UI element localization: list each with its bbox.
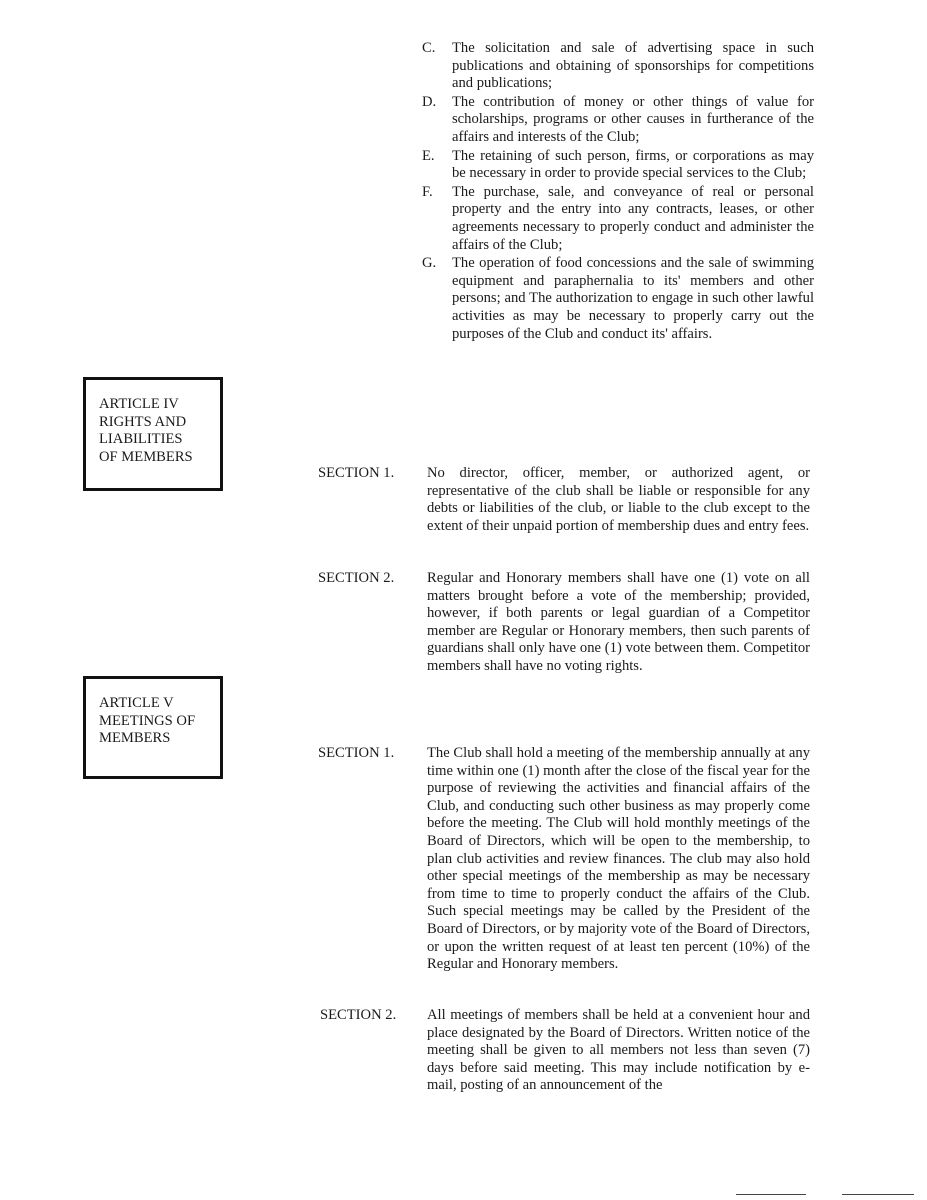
article-iv-heading-line: LIABILITIES <box>99 431 183 448</box>
section-label: SECTION 1. <box>318 745 395 761</box>
list-item-text: The contribution of money or other things of value for scholarships, programs or other causes in furtherance of the affairs and interests of the Club; <box>452 93 814 145</box>
list-item <box>422 255 814 343</box>
footer-rule <box>736 1194 806 1195</box>
section-label: SECTION 2. <box>320 1007 397 1023</box>
article-iv-heading-line: ARTICLE IV <box>99 396 179 412</box>
list-item-label: D. <box>422 93 437 110</box>
article-iv-heading-box <box>83 377 223 491</box>
list-item <box>422 184 814 254</box>
section-label: SECTION 2. <box>318 570 395 586</box>
list-item <box>422 148 814 183</box>
section-text: Regular and Honorary members shall have one (1) vote on all matters brought before a vote of the membership; provided, however, if both parents or legal guardian of a Competitor member are Regular or Honorary members, then such parents of guardians shall only have one (1) vote between them. Competitor members shall have no voting rights. <box>427 570 810 674</box>
article-v-heading-box <box>83 676 223 779</box>
section-text: All meetings of members shall be held at a convenient hour and place designated by the Board of Directors. Written notice of the meeting shall be given to all members not less than seven (7) days before said meeting. This may include notification by e-mail, posting of an announcement of the <box>427 1007 810 1094</box>
list-item-label: C. <box>422 40 436 56</box>
section-label: SECTION 1. <box>318 465 395 481</box>
article-iv-heading-line: RIGHTS AND <box>99 413 187 430</box>
list-item-text: The purchase, sale, and conveyance of real or personal property and the entry into any contracts, leases, or other agreements necessary to properly conduct and administer the affairs of the Club; <box>452 183 814 253</box>
list-item-text: The retaining of such person, firms, or corporations as may be necessary in order to provide special services to the Club; <box>452 147 814 182</box>
purposes-list <box>422 40 814 344</box>
article-v-heading-line: ARTICLE V <box>99 695 174 711</box>
list-item-text: The operation of food concessions and the sale of swimming equipment and paraphernalia to its' members and other persons; and The authorization to engage in such other lawful activities as may be necessary to properly carry out the purposes of the Club and conduct its' affairs. <box>452 255 814 342</box>
section-text: The Club shall hold a meeting of the membership annually at any time within one (1) month after the close of the fiscal year for the purpose of reviewing the activities and financial affairs of the Club, and conducting such other business as may properly come before the meeting. The Club will hold monthly meetings of the Board of Directors, which will be open to the membership, to plan club activities and review finances. The club may also hold other special meetings of the membership as may be necessary from time to time to properly conduct the affairs of the Club. Such special meetings may be called by the President of the Board of Directors, or by majority vote of the Board of Directors, or upon the written request of at least ten percent (10%) of the Regular and Honorary members. <box>427 745 810 973</box>
list-item <box>422 40 814 93</box>
list-item-label: F. <box>422 183 433 200</box>
list-item-label: E. <box>422 147 435 164</box>
list-item <box>422 94 814 147</box>
list-item-label: G. <box>422 255 437 272</box>
article-iv-heading-line: OF MEMBERS <box>99 448 193 465</box>
footer-rule <box>842 1194 914 1195</box>
article-v-heading-line: MEMBERS <box>99 730 171 747</box>
section-text: No director, officer, member, or authorized agent, or representative of the club shall be liable or responsible for any debts or liabilities of the club, or liable to the club except to the extent of their unpaid portion of membership dues and entry fees. <box>427 465 810 534</box>
article-v-heading-line: MEETINGS OF <box>99 712 196 729</box>
list-item-text: The solicitation and sale of advertising space in such publications and obtaining of sponsorships for competitions and publications; <box>452 40 814 92</box>
